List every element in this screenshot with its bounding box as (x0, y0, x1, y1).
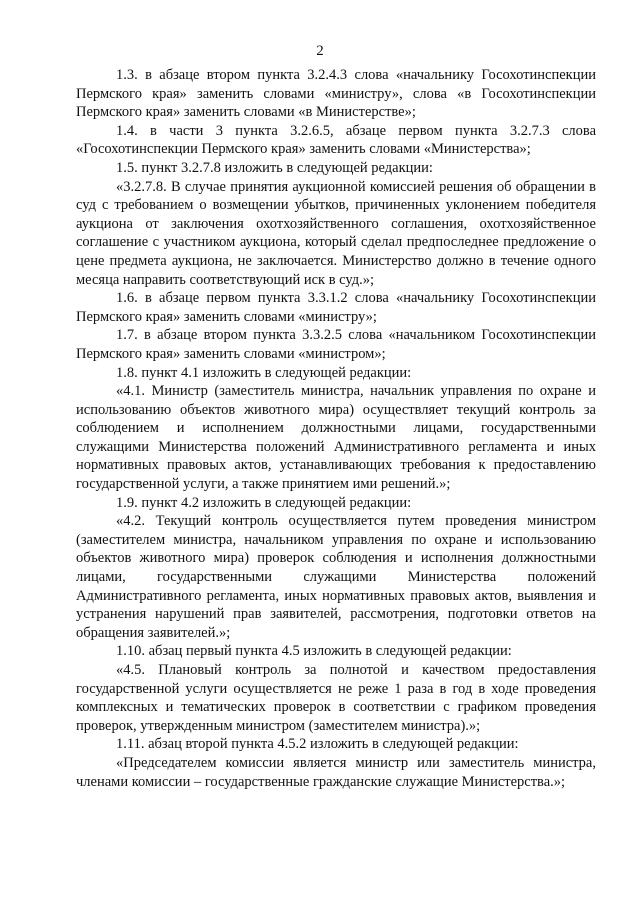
paragraph-1-3: 1.3. в абзаце втором пункта 3.2.4.3 слова «начальнику Госохотинспекции Пермского края» заменить словами «министру», слова «в Госохотинспекции Пермского края» заменить словами «в Министерстве»; (76, 67, 596, 121)
paragraph-1-9: 1.9. пункт 4.2 изложить в следующей редакции: (116, 494, 412, 511)
paragraph-1-8: 1.8. пункт 4.1 изложить в следующей редакции: (116, 364, 412, 381)
quoted-clause-3-2-7-8: «3.2.7.8. В случае принятия аукционной комиссией решения об обращении в суд с требованием о возмещении убытков, причиненных уклонением победителя аукциона от заключения охотхозяйственного соглашения, охотхозяйственное соглашение с участником аукциона, который сделал предпоследнее предложение о цене предмета аукциона, не заключается. Министерство должно в течение одного месяца направить соответствующий иск в суд.»; (76, 178, 596, 288)
quoted-clause-4-1: «4.1. Министр (заместитель министра, начальник управления по охране и использованию объектов животного мира) осуществляет текущий контроль за соблюдением и исполнением должностными лицами, государственными служащими Министерства положений Административного регламента и иных нормативных правовых актов, устанавливающих требования к предоставлению государственной услуги, а также принятием ими решений.»; (76, 383, 596, 493)
document-body (76, 66, 596, 791)
paragraph-1-6: 1.6. в абзаце первом пункта 3.3.1.2 слова «начальнику Госохотинспекции Пермского края» заменить словами «министру»; (76, 290, 596, 325)
paragraph-1-10: 1.10. абзац первый пункта 4.5 изложить в следующей редакции: (116, 643, 512, 660)
quoted-clause-4-5-2: «Председателем комиссии является министр или заместитель министра, членами комиссии – государственные гражданские служащие Министерства.»; (76, 754, 596, 790)
paragraph-1-4: 1.4. в части 3 пункта 3.2.6.5, абзаце первом пункта 3.2.7.3 слова «Госохотинспекции Пермского края» заменить словами «Министерства»; (76, 122, 596, 158)
quoted-clause-4-2: «4.2. Текущий контроль осуществляется путем проведения министром (заместителем министра, начальником управления по охране и использованию объектов животного мира) проверок соблюдения и исполнения должностными лицами, государственными служащими Министерства положений Административного регламента, иных нормативных правовых актов, выявления и устранения нарушений прав заявителей, рассмотрения, подготовки ответов на обращения заявителей.»; (76, 513, 596, 641)
page-number: 2 (316, 43, 324, 59)
paragraph-1-5: 1.5. пункт 3.2.7.8 изложить в следующей редакции: (116, 159, 433, 176)
paragraph-1-7: 1.7. в абзаце втором пункта 3.3.2.5 слова «начальником Госохотинспекции Пермского края» заменить словами «министром»; (76, 327, 596, 362)
paragraph-1-11: 1.11. абзац второй пункта 4.5.2 изложить в следующей редакции: (116, 736, 519, 753)
quoted-clause-4-5: «4.5. Плановый контроль за полнотой и качеством предоставления государственной услуги осуществляется не реже 1 раза в год в ходе проведения комплексных и тематических проверок в соответствии с графиком проведения проверок, утвержденным министром (заместителем министра).»; (76, 662, 596, 734)
